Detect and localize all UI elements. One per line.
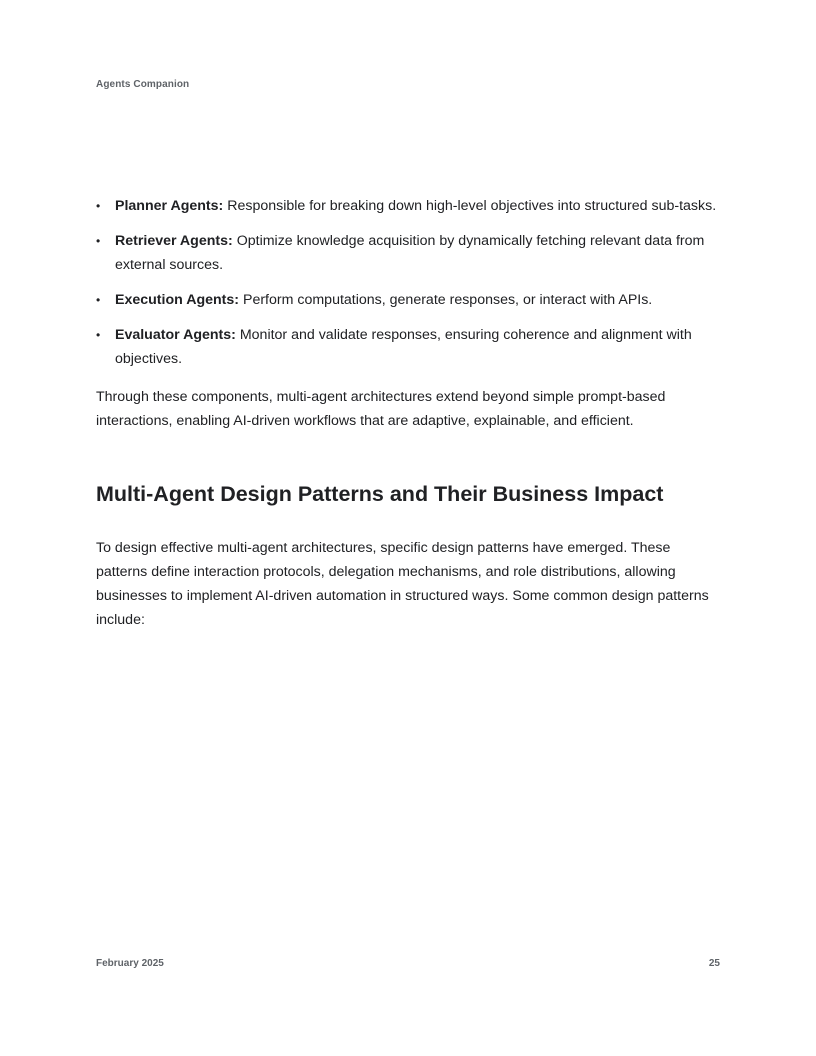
agent-role-list <box>96 194 722 371</box>
intro-paragraph: To design effective multi-agent architectures, specific design patterns have emerged. These patterns define interaction protocols, delegation mechanisms, and role distributions, allowing businesses to implement AI-driven automation in structured ways. Some common design patterns include: <box>96 540 709 628</box>
list-item-term: Execution Agents: <box>115 292 240 308</box>
list-item-term: Evaluator Agents: <box>115 327 236 343</box>
list-item-execution-agents <box>96 288 722 312</box>
bullet-icon: • <box>96 234 101 248</box>
footer-date: February 2025 <box>96 958 164 969</box>
list-item-term: Planner Agents: <box>115 198 224 214</box>
bullet-icon: • <box>96 328 101 342</box>
list-item-planner-agents <box>96 194 722 218</box>
list-item-text: Responsible for breaking down high-level objectives into structured sub-tasks. <box>227 198 717 214</box>
list-item-term: Retriever Agents: <box>115 233 233 249</box>
section-heading: Multi-Agent Design Patterns and Their Business Impact <box>96 482 664 506</box>
page-content <box>96 194 722 632</box>
list-item-text: Perform computations, generate responses, or interact with APIs. <box>242 292 653 308</box>
bullet-icon: • <box>96 293 101 307</box>
list-item-evaluator-agents <box>96 323 722 371</box>
bullet-icon: • <box>96 199 101 213</box>
footer-page-number: 25 <box>708 958 720 969</box>
list-item-text: Monitor and validate responses, ensuring coherence and alignment with objectives. <box>115 327 692 367</box>
summary-paragraph: Through these components, multi-agent architectures extend beyond simple prompt-based interactions, enabling AI-driven workflows that are adaptive, explainable, and efficient. <box>96 389 666 429</box>
list-item-text: Optimize knowledge acquisition by dynamically fetching relevant data from external sources. <box>115 233 705 273</box>
list-item-retriever-agents <box>96 229 722 277</box>
page-header-title: Agents Companion <box>96 79 190 90</box>
